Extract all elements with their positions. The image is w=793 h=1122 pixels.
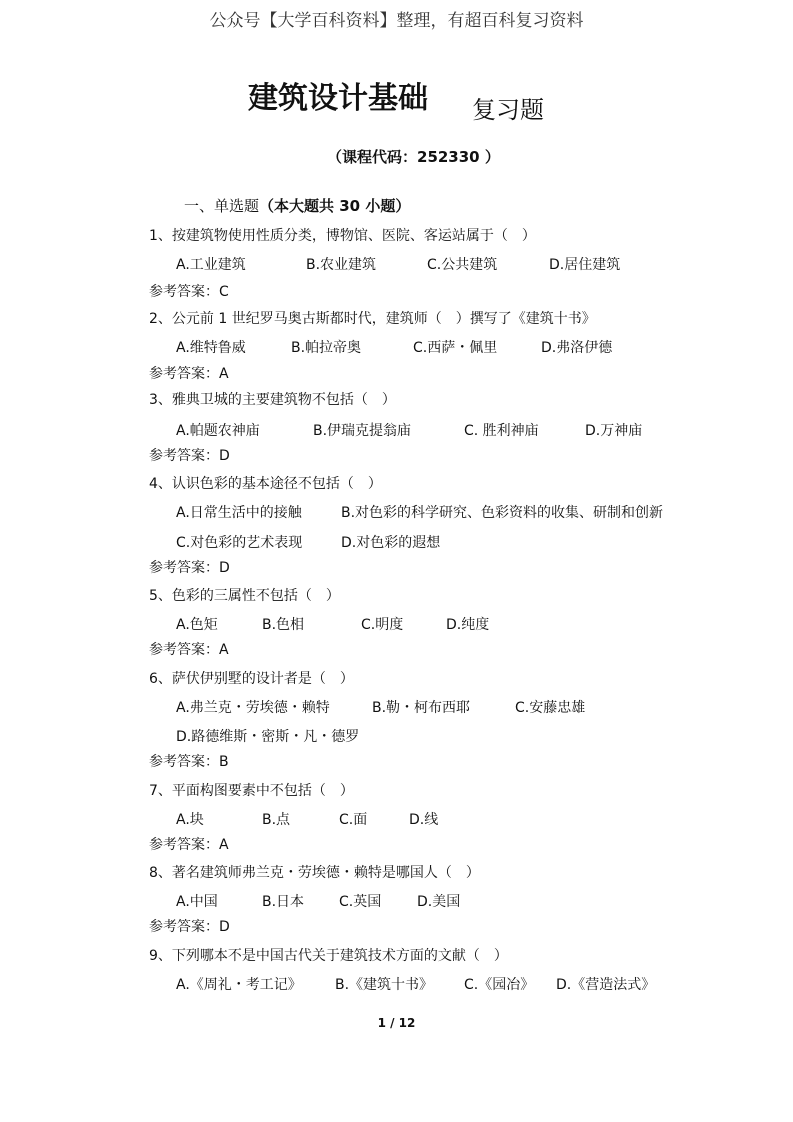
course-code: （课程代码：252330 ） bbox=[327, 148, 500, 166]
answer-option: C.面 bbox=[339, 812, 368, 828]
question-stem: 1、按建筑物使用性质分类，博物馆、医院、客运站属于（ ） bbox=[149, 228, 536, 244]
answer-option: C.安藤忠雄 bbox=[515, 700, 586, 716]
question-stem: 4、认识色彩的基本途径不包括（ ） bbox=[149, 476, 382, 492]
watermark-header: 公众号【大学百科资料】整理，有超百科复习资料 bbox=[209, 11, 584, 31]
reference-answer: 参考答案：A bbox=[149, 642, 229, 658]
section-suffix: （本大题共 30 小题） bbox=[259, 197, 411, 215]
question-stem: 8、著名建筑师弗兰克・劳埃德・赖特是哪国人（ ） bbox=[149, 865, 480, 881]
reference-answer: 参考答案：D bbox=[149, 448, 230, 464]
answer-option: C. 胜利神庙 bbox=[464, 423, 539, 439]
answer-option: A.维特鲁威 bbox=[176, 340, 246, 356]
answer-option: C.《园冶》 bbox=[464, 977, 535, 993]
question-stem: 5、色彩的三属性不包括（ ） bbox=[149, 588, 340, 604]
answer-option: D.美国 bbox=[417, 894, 461, 910]
reference-answer: 参考答案：D bbox=[149, 919, 230, 935]
answer-option: B.日本 bbox=[262, 894, 305, 910]
question-stem: 3、雅典卫城的主要建筑物不包括（ ） bbox=[149, 392, 396, 408]
answer-option: D.线 bbox=[409, 812, 439, 828]
answer-option: D.居住建筑 bbox=[549, 257, 621, 273]
answer-option: A.中国 bbox=[176, 894, 218, 910]
answer-option: A.日常生活中的接触 bbox=[176, 505, 302, 521]
page-indicator: 1 / 12 bbox=[377, 1016, 416, 1030]
answer-option: A.帕题农神庙 bbox=[176, 423, 260, 439]
answer-option: A.《周礼・考工记》 bbox=[176, 977, 302, 993]
answer-option: B.点 bbox=[262, 812, 291, 828]
document-subtitle: 复习题 bbox=[472, 96, 544, 124]
answer-option: C.西萨・佩里 bbox=[413, 340, 498, 356]
answer-option: C.明度 bbox=[361, 617, 404, 633]
answer-option: D.路德维斯・密斯・凡・德罗 bbox=[176, 729, 360, 745]
reference-answer: 参考答案：B bbox=[149, 754, 229, 770]
section-prefix: 一、单选题 bbox=[184, 197, 260, 215]
answer-option: A.工业建筑 bbox=[176, 257, 246, 273]
answer-option: D.弗洛伊德 bbox=[541, 340, 613, 356]
answer-option: B.帕拉帝奥 bbox=[291, 340, 362, 356]
reference-answer: 参考答案：A bbox=[149, 837, 229, 853]
answer-option: C.公共建筑 bbox=[427, 257, 498, 273]
answer-option: D.纯度 bbox=[446, 617, 490, 633]
reference-answer: 参考答案：D bbox=[149, 560, 230, 576]
reference-answer: 参考答案：C bbox=[149, 284, 229, 300]
answer-option: B.勒・柯布西耶 bbox=[372, 700, 471, 716]
question-stem: 7、平面构图要素中不包括（ ） bbox=[149, 783, 354, 799]
section-heading bbox=[184, 199, 410, 214]
answer-option: A.色矩 bbox=[176, 617, 218, 633]
answer-option: C.对色彩的艺术表现 bbox=[176, 535, 303, 551]
answer-option: A.弗兰克・劳埃德・赖特 bbox=[176, 700, 330, 716]
question-stem: 9、下列哪本不是中国古代关于建筑技术方面的文献（ ） bbox=[149, 948, 508, 964]
answer-option: D.对色彩的遐想 bbox=[341, 535, 441, 551]
answer-option: B.《建筑十书》 bbox=[335, 977, 434, 993]
answer-option: B.伊瑞克提翁庙 bbox=[313, 423, 412, 439]
reference-answer: 参考答案：A bbox=[149, 366, 229, 382]
answer-option: B.对色彩的科学研究、色彩资料的收集、研制和创新 bbox=[341, 505, 664, 521]
answer-option: C.英国 bbox=[339, 894, 382, 910]
answer-option: A.块 bbox=[176, 812, 204, 828]
answer-option: D.《营造法式》 bbox=[556, 977, 656, 993]
answer-option: B.色相 bbox=[262, 617, 305, 633]
document-title: 建筑设计基础 bbox=[248, 81, 428, 116]
answer-option: B.农业建筑 bbox=[306, 257, 377, 273]
question-stem: 6、萨伏伊别墅的设计者是（ ） bbox=[149, 671, 354, 687]
question-stem: 2、公元前 1 世纪罗马奥古斯都时代，建筑师（ ）撰写了《建筑十书》 bbox=[149, 311, 596, 327]
answer-option: D.万神庙 bbox=[585, 423, 643, 439]
